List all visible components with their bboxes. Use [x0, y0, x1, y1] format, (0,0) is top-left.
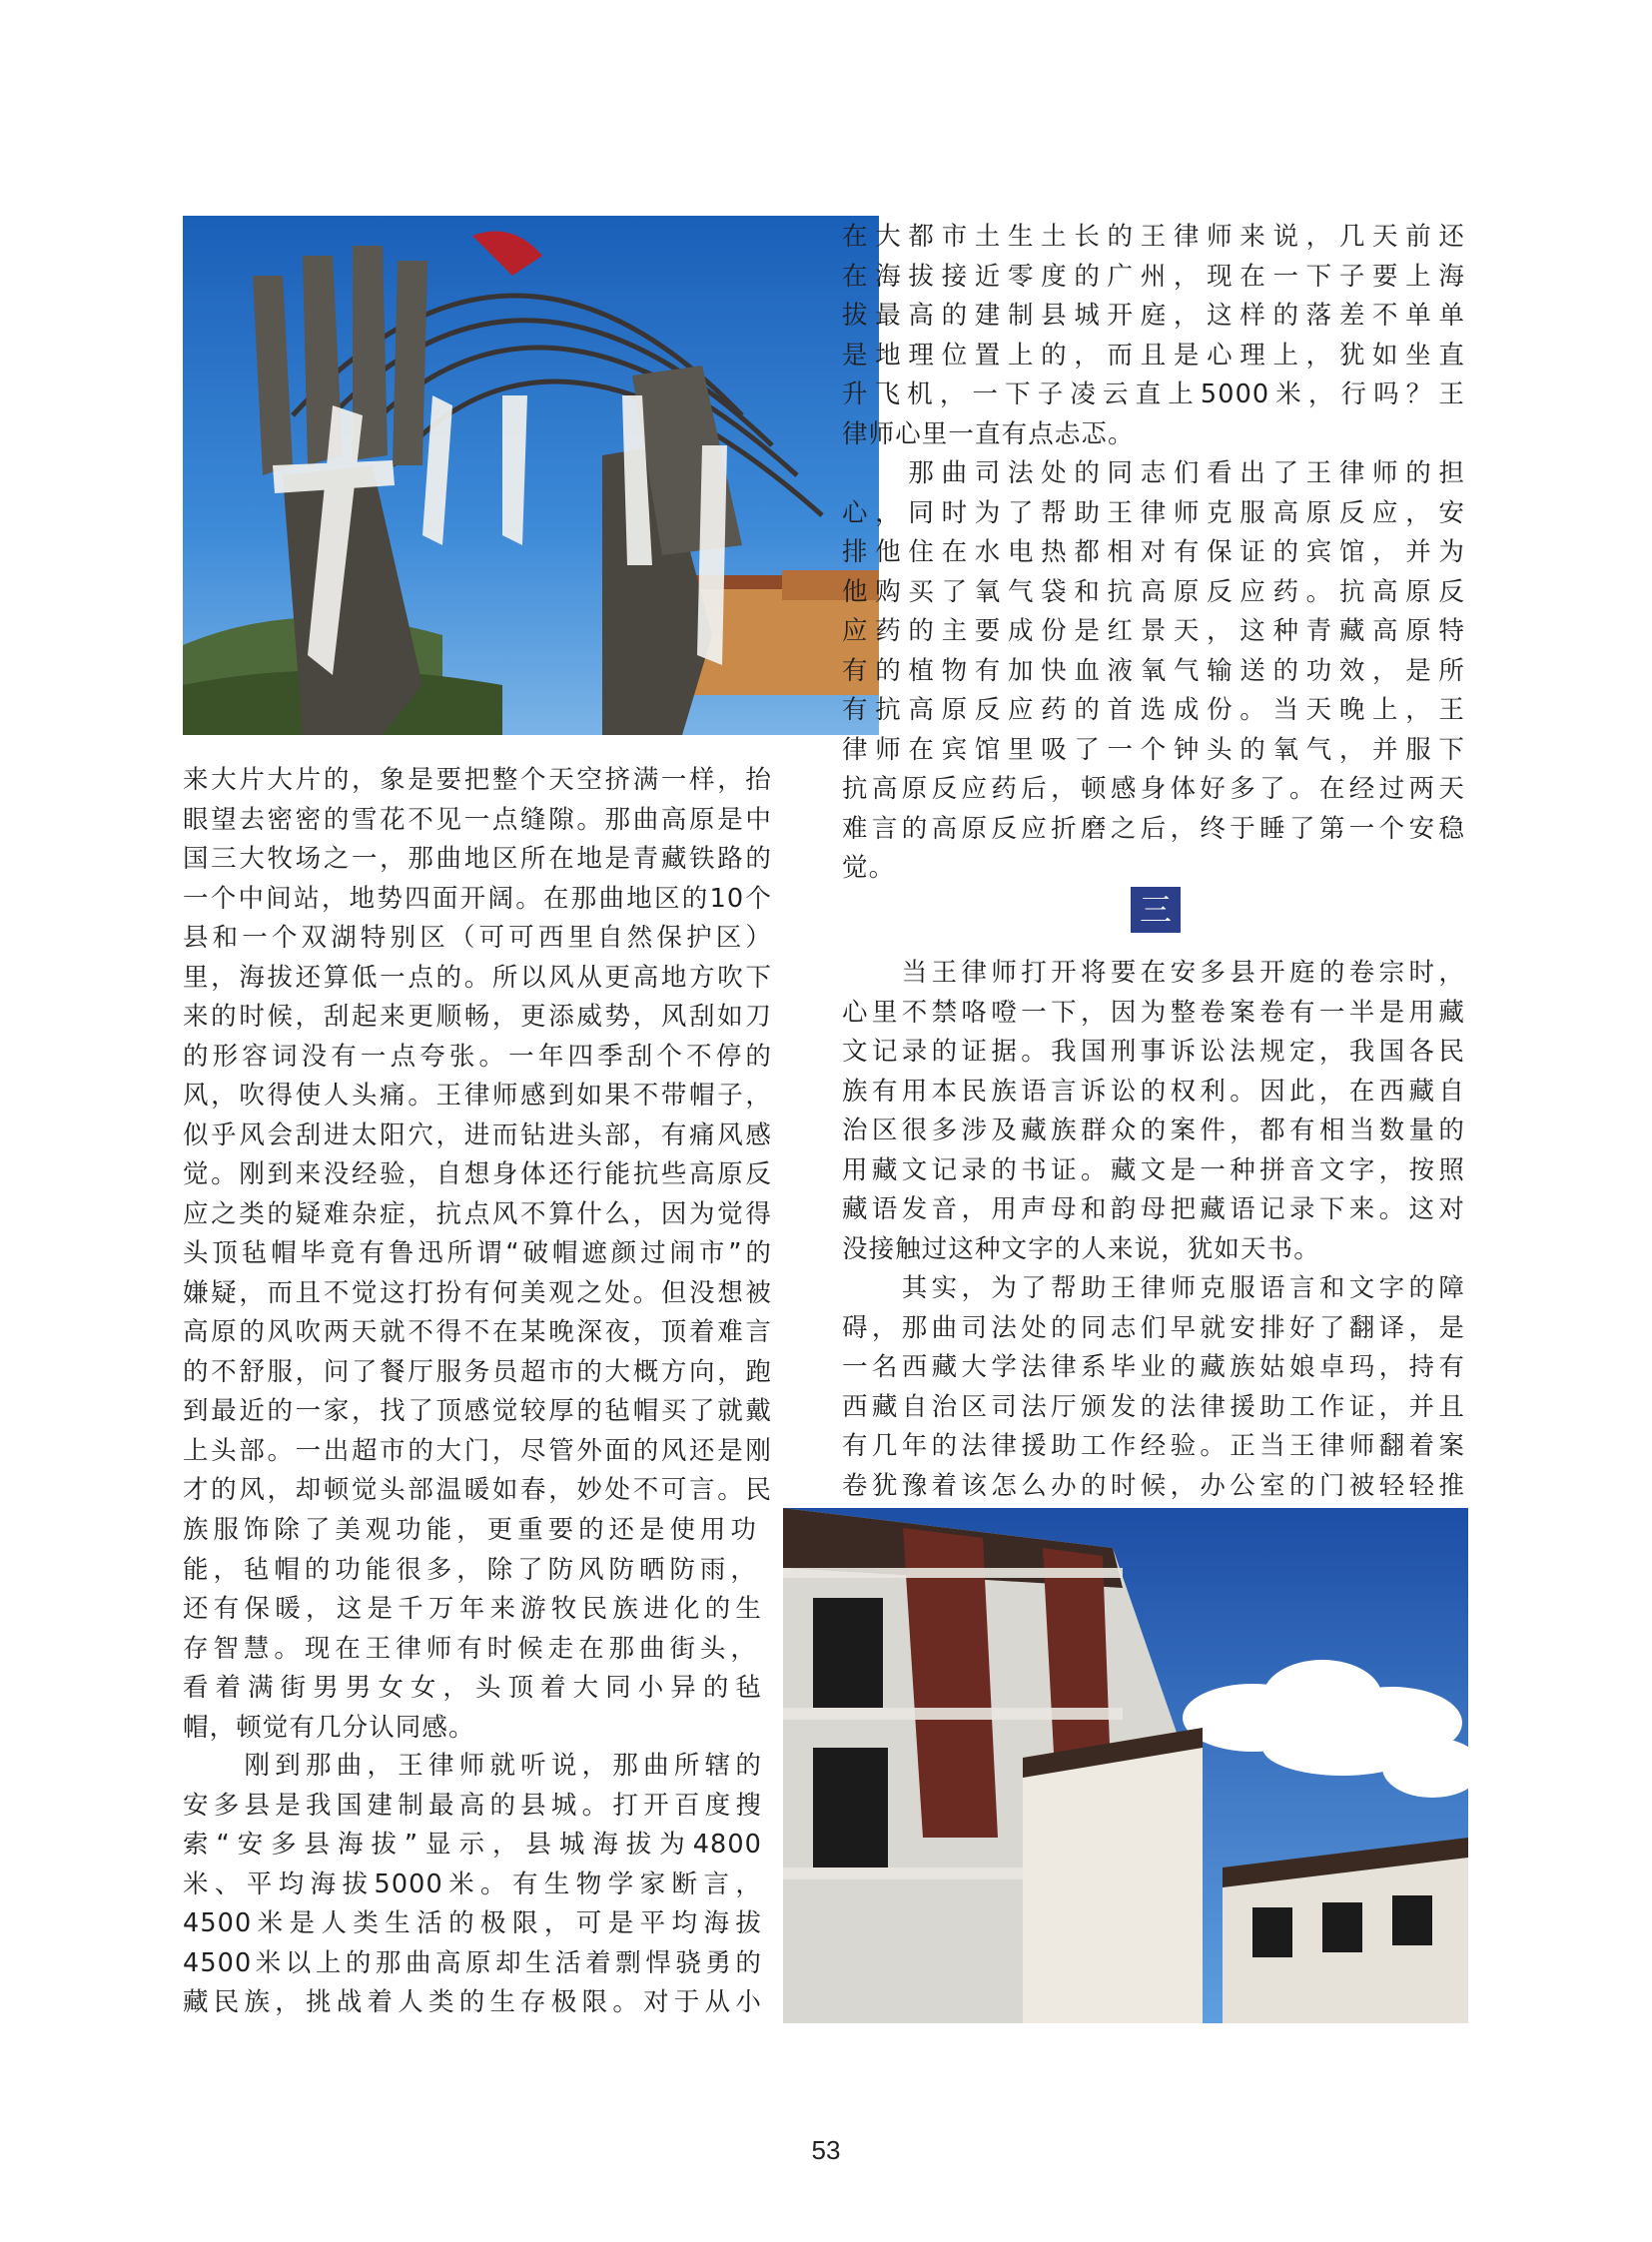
- text-line: 高原的风吹两天就不得不在某晚深夜，顶着难言: [183, 1317, 772, 1347]
- text-line: 在大都市土生土长的王律师来说，几天前还: [842, 222, 1465, 252]
- text-line: 心，同时为了帮助王律师克服高原反应，安: [842, 497, 1465, 528]
- text-line: 4500米是人类生活的极限，可是平均海拔: [183, 1908, 762, 1938]
- text-line: 存智慧。现在王律师有时候走在那曲街头，: [183, 1633, 757, 1664]
- text-line: 帽，顿觉有几分认同感。: [183, 1712, 475, 1743]
- text-line: 心里不禁咯噔一下，因为整卷案卷有一半是用藏: [842, 997, 1465, 1028]
- text-line: 族服饰除了美观功能，更重要的还是使用功: [183, 1515, 757, 1545]
- tibetan-building-photo: [783, 1508, 1468, 2023]
- text-line: 律师在宾馆里吸了一个钟头的氧气，并服下: [842, 734, 1465, 765]
- right-column-bottom: [842, 954, 1465, 1506]
- text-line: 一名西藏大学法律系毕业的藏族姑娘卓玛，持有: [842, 1352, 1465, 1382]
- text-line: 没接触过这种文字的人来说，犹如天书。: [842, 1233, 1320, 1264]
- text-line: 头顶毡帽毕竟有鲁迅所谓“破帽遮颜过闹市”的: [183, 1238, 772, 1268]
- text-line: 觉。: [842, 853, 896, 883]
- text-line: 的形容词没有一点夸张。一年四季刮个不停的: [183, 1041, 772, 1072]
- text-line: 到最近的一家，找了顶感觉较厚的毡帽买了就戴: [183, 1396, 772, 1426]
- left-column-main: [183, 761, 772, 1511]
- text-line: 有的植物有加快血液氧气输送的功效，是所: [842, 655, 1465, 686]
- text-line: 刚到那曲，王律师就听说，那曲所辖的: [183, 1751, 762, 1781]
- text-line: 难言的高原反应折磨之后，终于睡了第一个安稳: [842, 813, 1465, 844]
- right-column-top: [842, 218, 1465, 770]
- text-line: 有抗高原反应药的首选成份。当天晚上，王: [842, 695, 1465, 725]
- text-line: 那曲司法处的同志们看出了王律师的担: [842, 458, 1465, 488]
- text-line: 藏语发音，用声母和韵母把藏语记录下来。这对: [842, 1194, 1465, 1224]
- text-line: 文记录的证据。我国刑事诉讼法规定，我国各民: [842, 1037, 1465, 1067]
- text-line: 抗高原反应药后，顿感身体好多了。在经过两天: [842, 774, 1465, 804]
- text-line: 的不舒服，问了餐厅服务员超市的大概方向，跑: [183, 1356, 772, 1387]
- text-line: 一个中间站，地势四面开阔。在那曲地区的10个: [183, 883, 772, 914]
- text-line: 是地理位置上的，而且是心理上，犹如坐直: [842, 340, 1465, 371]
- text-line: 应药的主要成份是红景天，这种青藏高原特: [842, 616, 1465, 646]
- text-line: 排他住在水电热都相对有保证的宾馆，并为: [842, 537, 1465, 567]
- text-line: 里，海拔还算低一点的。所以风从更高地方吹下: [183, 962, 772, 993]
- text-line: 索“安多县海拔”显示，县城海拔为4800: [183, 1830, 762, 1860]
- text-line: 觉。刚到来没经验，自想身体还行能抗些高原反: [183, 1159, 772, 1189]
- text-line: 族有用本民族语言诉讼的权利。因此，在西藏自: [842, 1076, 1465, 1107]
- text-line: 律师心里一直有点忐忑。: [842, 418, 1135, 449]
- left-column-wrap: [183, 1511, 762, 1748]
- text-line: 县和一个双湖特别区（可可西里自然保护区）: [183, 923, 772, 953]
- text-line: 其实，为了帮助王律师克服语言和文字的障: [842, 1273, 1465, 1303]
- text-line: 安多县是我国建制最高的县城。打开百度搜: [183, 1790, 762, 1821]
- text-line: 升飞机，一下子凌云直上5000米，行吗？王: [842, 379, 1465, 409]
- text-line: 碍，那曲司法处的同志们早就安排好了翻译，是: [842, 1312, 1465, 1343]
- text-line: 应之类的疑难杂症，抗点风不算什么，因为觉得: [183, 1198, 772, 1229]
- text-line: 用藏文记录的书证。藏文是一种拼音文字，按照: [842, 1154, 1465, 1185]
- text-line: 4500米以上的那曲高原却生活着剽悍骁勇的: [183, 1947, 762, 1978]
- text-line: 眼望去密密的雪花不见一点缝隙。那曲高原是中: [183, 804, 772, 835]
- text-line: 西藏自治区司法厅颁发的法律援助工作证，并且: [842, 1391, 1465, 1422]
- text-line: 似乎风会刮进太阳穴，进而钻进头部，有痛风感: [183, 1120, 772, 1150]
- text-line: 在海拔接近零度的广州，现在一下子要上海: [842, 261, 1465, 292]
- text-line: 他购买了氧气袋和抗高原反应药。抗高原反: [842, 576, 1465, 607]
- text-line: 看着满街男男女女，头顶着大同小异的毡: [183, 1673, 762, 1703]
- text-line: 有几年的法律援助工作经验。正当王律师翻着案: [842, 1431, 1465, 1461]
- text-line: 风，吹得使人头痛。王律师感到如果不带帽子，: [183, 1081, 772, 1111]
- left-column-tail: [183, 1747, 762, 2023]
- text-line: 拔最高的建制县城开庭，这样的落差不单单: [842, 301, 1465, 331]
- text-line: 国三大牧场之一，那曲地区所在地是青藏铁路的: [183, 844, 772, 874]
- page-number: 53: [811, 2135, 841, 2165]
- text-line: 当王律师打开将要在安多县开庭的卷宗时，: [842, 958, 1465, 988]
- text-line: 来大片大片的，象是要把整个天空挤满一样，抬: [183, 765, 772, 795]
- text-line: 来的时候，刮起来更顺畅，更添威势，风刮如刀: [183, 1002, 772, 1032]
- hands-sculpture-photo: [183, 216, 879, 735]
- text-line: 米、平均海拔5000米。有生物学家断言，: [183, 1868, 762, 1899]
- text-line: 才的风，却顿觉头部温暖如春，妙处不可言。民: [183, 1475, 772, 1505]
- text-line: 卷犹豫着该怎么办的时候，办公室的门被轻轻推: [842, 1470, 1465, 1501]
- text-line: 嫌疑，而且不觉这打扮有何美观之处。但没想被: [183, 1277, 772, 1308]
- right-column-wide: [842, 770, 1465, 889]
- text-line: 能，毡帽的功能很多，除了防风防晒防雨，: [183, 1554, 757, 1585]
- text-line: 藏民族，挑战着人类的生存极限。对于从小: [183, 1987, 762, 2017]
- section-marker: 三: [1131, 887, 1181, 933]
- text-line: 还有保暖，这是千万年来游牧民族进化的生: [183, 1594, 762, 1624]
- text-line: 上头部。一出超市的大门，尽管外面的风还是刚: [183, 1435, 772, 1466]
- text-line: 治区很多涉及藏族群众的案件，都有相当数量的: [842, 1116, 1465, 1145]
